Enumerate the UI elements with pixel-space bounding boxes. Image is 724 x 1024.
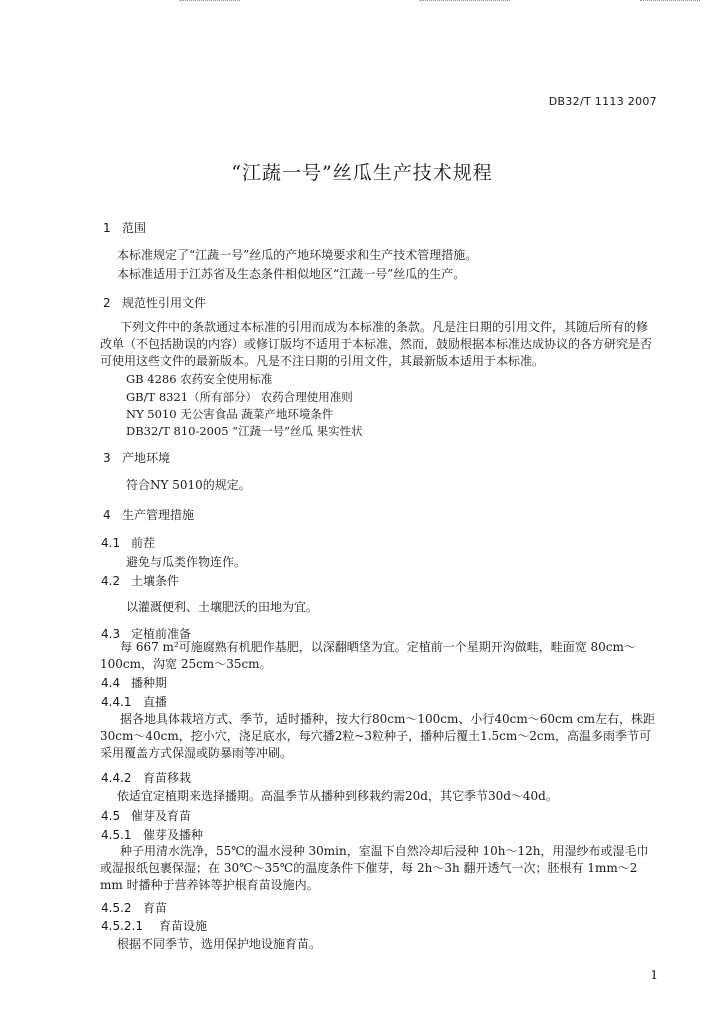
section-number: 4.3 [101,627,121,641]
paragraph: 避免与瓜类作物连作。 [126,555,247,569]
section-title: 土壤条件 [131,574,180,588]
section-heading-3 [103,449,170,466]
section-number: 4.2 [101,574,121,588]
paragraph: 本标准适用于江苏省及生态条件相似地区“江蔬一号”丝瓜的生产。 [117,267,466,281]
paragraph: 种子用清水洗净，55℃的温水浸种 30min，室温下自然冷却后浸种 10h～12h，用湿纱布或湿毛巾或湿报纸包裹保湿；在 30℃～35℃的温度条件下催芽，每 2h～3h 翻开透气一次；胚根有 1mm～2 mm 时播种于营养钵等护根育苗设施内。 [100,844,649,892]
section-number: 4.5.2 [101,901,132,915]
section-number: 4.1 [101,536,121,550]
section-title: 范围 [122,221,147,235]
paragraph: 下列文件中的条款通过本标准的引用而成为本标准的条款。凡是注日期的引用文件，其随后所有的修改单（不包括勘误的内容）或修订版均不适用于本标准，然而，鼓励根据本标准达成协议的各方研究是否可使用这些文件的最新版本。凡是不注日期的引用文件，其最新版本适用于本标准。 [100,320,653,368]
section-title: 规范性引用文件 [122,296,207,310]
section-number: 4.4 [101,676,121,690]
section-number: 3 [103,451,111,465]
section-title: 生产管理措施 [122,508,195,522]
standard-code: DB32/T 1113 2007 [548,95,657,108]
paragraph: 本标准规定了“江蔬一号”丝瓜的产地环境要求和生产技术管理措施。 [117,248,478,262]
paragraph: 依适宜定植期来选择播期。高温季节从播种到移栽约需20d，其它季节30d～40d。 [117,789,558,803]
section-title: 前茬 [131,536,156,550]
reference-item: NY 5010 无公害食品 蔬菜产地环境条件 [126,407,334,421]
scan-artifact [180,0,240,7]
document-title: “江蔬一号”丝瓜生产技术规程 [231,162,493,184]
section-number: 4.5.1 [101,828,132,842]
section-heading-4-4 [101,674,167,691]
reference-item: GB/T 8321（所有部分） 农药合理使用准则 [126,390,353,404]
paragraph: 每 667 m²可施腐熟有机肥作基肥，以深翻晒垡为宜。定植前一个星期开沟做畦，畦面宽 80cm～100cm，沟宽 25cm～35cm。 [100,640,636,671]
section-heading-4-2 [101,572,179,589]
section-heading-4-5 [101,807,191,824]
paragraph: 符合NY 5010的规定。 [126,478,251,492]
scan-artifact [420,0,510,7]
section-number: 4.4.2 [101,771,132,785]
section-heading-1 [103,219,146,236]
section-heading-4-1 [101,534,155,551]
reference-item: DB32/T 810-2005 “江蔬一号”丝瓜 果实性状 [126,424,363,438]
section-heading-4-5-1 [101,826,203,843]
section-title: 催芽及播种 [143,828,204,842]
section-number: 2 [103,296,111,310]
section-number: 4.5 [101,809,121,823]
scan-artifact [640,0,700,7]
section-number: 1 [103,221,111,235]
paragraph: 根据不同季节，选用保护地设施育苗。 [117,937,322,951]
section-title: 直播 [143,695,168,709]
section-title: 育苗 [143,901,168,915]
section-number: 4.4.1 [101,695,132,709]
section-heading-4-4-1 [101,693,167,710]
section-title: 定植前准备 [131,627,192,641]
reference-item: GB 4286 农药安全使用标准 [126,372,273,386]
section-heading-4-5-2-1 [101,917,207,934]
section-number: 4 [103,508,111,522]
section-title: 产地环境 [122,451,171,465]
section-heading-4-5-2 [101,899,167,916]
section-title: 育苗移栽 [143,771,192,785]
section-heading-2 [103,294,206,311]
page-number: 1 [650,968,658,982]
section-title: 播种期 [131,676,168,690]
section-number: 4.5.2.1 [101,919,143,933]
paragraph: 据各地具体栽培方式、季节，适时播种，按大行80cm～100cm、小行40cm～60cm cm左右，株距30cm～40cm，挖小穴，浇足底水，每穴播2粒~3粒种子，播种后覆土1.5cm～2cm，高温多雨季节可采用覆盖方式保湿或防暴雨等冲刷。 [100,712,656,760]
section-heading-4 [103,506,194,523]
section-heading-4-4-2 [101,769,191,786]
section-title: 育苗设施 [159,919,208,933]
section-title: 催芽及育苗 [131,809,192,823]
paragraph: 以灌溉便利、土壤肥沃的田地为宜。 [126,600,319,614]
